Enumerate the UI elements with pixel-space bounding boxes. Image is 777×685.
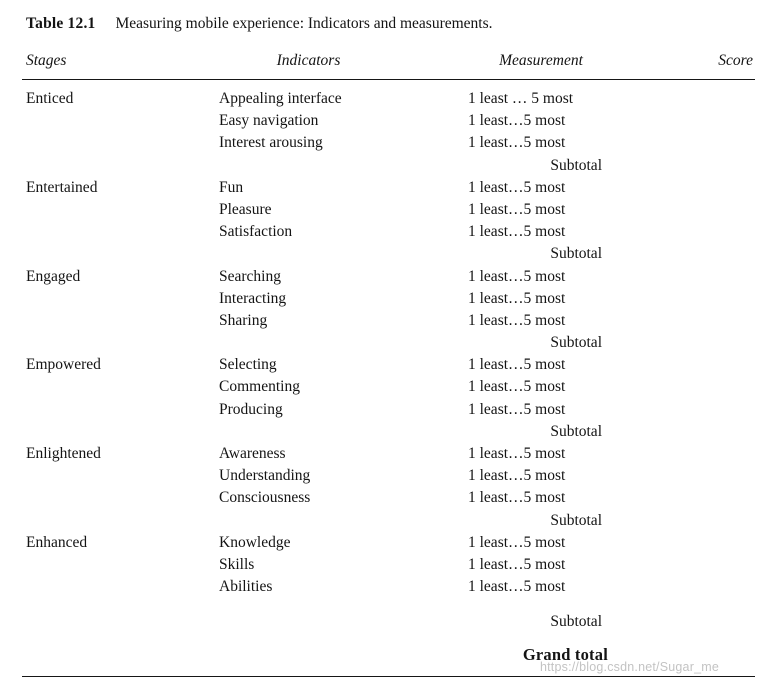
indicator-row [22, 131, 755, 153]
indicator-cell: Knowledge [219, 533, 291, 551]
measurement-cell: 1 least…5 most [468, 223, 566, 241]
header-indicators: Indicators [219, 44, 468, 80]
indicator-row [22, 375, 755, 397]
stage-cell [22, 153, 219, 175]
indicator-cell: Sharing [219, 311, 268, 329]
indicator-row [22, 353, 755, 375]
table-header-row [22, 44, 755, 80]
score-cell [614, 309, 755, 331]
measurement-cell: 1 least…5 most [468, 311, 566, 329]
indicator-cell: Producing [219, 400, 283, 418]
subtotal-row [22, 242, 755, 264]
indicator-row [22, 531, 755, 553]
subtotal-row [22, 420, 755, 442]
score-cell [614, 442, 755, 464]
score-cell [614, 420, 755, 442]
subtotal-label: Subtotal [550, 245, 602, 263]
measurement-cell: 1 least…5 most [468, 578, 566, 596]
subtotal-row [22, 331, 755, 353]
measurement-cell: 1 least…5 most [468, 555, 566, 573]
measurement-cell: 1 least…5 most [468, 378, 566, 396]
indicator-row [22, 176, 755, 198]
indicator-cell [219, 153, 468, 175]
indicator-cell: Interest arousing [219, 134, 323, 152]
stage-cell [22, 575, 219, 597]
stage-cell: Enticed [26, 90, 74, 107]
measurement-cell: 1 least…5 most [468, 489, 566, 507]
indicator-cell [219, 508, 468, 530]
measurement-cell: 1 least…5 most [468, 200, 566, 218]
indicator-cell: Satisfaction [219, 223, 293, 241]
table-caption [22, 12, 755, 44]
subtotal-row [22, 508, 755, 530]
indicator-row [22, 264, 755, 286]
indicator-cell: Consciousness [219, 489, 311, 507]
measurement-cell: 1 least…5 most [468, 178, 566, 196]
stage-cell [22, 375, 219, 397]
indicator-row [22, 442, 755, 464]
measurement-cell: 1 least…5 most [468, 356, 566, 374]
indicator-cell: Fun [219, 178, 244, 196]
indicator-row [22, 80, 755, 110]
stage-cell: Enhanced [26, 533, 88, 551]
score-cell [614, 553, 755, 575]
stage-cell [22, 198, 219, 220]
subtotal-row [22, 597, 755, 632]
grand-total-row [22, 632, 755, 665]
measurement-cell: 1 least…5 most [468, 112, 566, 130]
indicator-cell [219, 632, 468, 665]
indicator-cell: Commenting [219, 378, 300, 396]
score-cell [614, 109, 755, 131]
stage-cell [22, 632, 219, 665]
stage-cell [22, 287, 219, 309]
score-cell [614, 508, 755, 530]
score-cell [614, 375, 755, 397]
indicator-cell: Selecting [219, 356, 277, 374]
indicator-cell: Searching [219, 267, 281, 285]
measurement-cell: 1 least…5 most [468, 445, 566, 462]
table-caption-label: Table 12.1 [26, 15, 96, 32]
score-cell [614, 464, 755, 486]
score-cell [614, 176, 755, 198]
indicator-cell: Awareness [219, 445, 286, 462]
indicator-cell: Appealing interface [219, 90, 342, 107]
measurement-cell: 1 least…5 most [468, 467, 566, 485]
measurement-cell: 1 least … 5 most [468, 90, 574, 107]
indicator-row [22, 220, 755, 242]
subtotal-label: Subtotal [550, 422, 602, 440]
score-cell [614, 331, 755, 353]
measurement-cell: 1 least…5 most [468, 533, 566, 551]
subtotal-label: Subtotal [550, 613, 602, 631]
score-cell [614, 575, 755, 597]
stage-cell [22, 109, 219, 131]
table-head [22, 44, 755, 80]
score-cell [614, 131, 755, 153]
stage-cell [22, 220, 219, 242]
indicator-cell: Interacting [219, 289, 287, 307]
measurement-cell: 1 least…5 most [468, 134, 566, 152]
indicator-cell [219, 331, 468, 353]
indicator-row [22, 198, 755, 220]
score-cell [614, 531, 755, 553]
stage-cell [22, 420, 219, 442]
stage-cell [22, 309, 219, 331]
indicator-row [22, 287, 755, 309]
score-cell [614, 153, 755, 175]
header-measurement: Measurement [468, 44, 614, 80]
score-cell [614, 353, 755, 375]
score-cell [614, 597, 755, 632]
score-cell [614, 80, 755, 110]
table-caption-text: Measuring mobile experience: Indicators and measurements. [115, 15, 493, 32]
score-cell [614, 632, 755, 665]
indicator-row [22, 486, 755, 508]
indicator-row [22, 553, 755, 575]
score-cell [614, 397, 755, 419]
measurement-table [22, 44, 755, 665]
indicator-row [22, 575, 755, 597]
indicator-cell [219, 242, 468, 264]
stage-cell [22, 464, 219, 486]
indicator-cell: Understanding [219, 467, 311, 485]
stage-cell [22, 486, 219, 508]
table-body [22, 80, 755, 666]
indicator-cell: Skills [219, 555, 255, 573]
measurement-cell: 1 least…5 most [468, 400, 566, 418]
indicator-row [22, 464, 755, 486]
bottom-rule [22, 676, 755, 677]
indicator-row [22, 397, 755, 419]
score-cell [614, 264, 755, 286]
indicator-cell: Pleasure [219, 200, 272, 218]
header-score: Score [614, 44, 755, 80]
subtotal-row [22, 153, 755, 175]
stage-cell [22, 553, 219, 575]
stage-cell [22, 397, 219, 419]
stage-cell [22, 242, 219, 264]
indicator-row [22, 309, 755, 331]
watermark-text: https://blog.csdn.net/Sugar_me [539, 660, 719, 674]
stage-cell: Empowered [26, 356, 101, 374]
grand-total-label: Grand total [522, 645, 608, 665]
stage-cell: Entertained [26, 178, 98, 196]
indicator-cell: Easy navigation [219, 112, 319, 130]
measurement-cell: 1 least…5 most [468, 289, 566, 307]
stage-cell: Engaged [26, 267, 81, 285]
score-cell [614, 486, 755, 508]
score-cell [614, 242, 755, 264]
indicator-cell: Abilities [219, 578, 273, 596]
score-cell [614, 198, 755, 220]
measurement-cell: 1 least…5 most [468, 267, 566, 285]
stage-cell [22, 331, 219, 353]
score-cell [614, 220, 755, 242]
subtotal-label: Subtotal [550, 156, 602, 174]
stage-cell [22, 508, 219, 530]
subtotal-label: Subtotal [550, 511, 602, 529]
indicator-cell [219, 420, 468, 442]
indicator-row [22, 109, 755, 131]
score-cell [614, 287, 755, 309]
subtotal-label: Subtotal [550, 334, 602, 352]
stage-cell [22, 597, 219, 632]
indicator-cell [219, 597, 468, 632]
stage-cell: Enlightened [26, 445, 101, 462]
header-stages: Stages [22, 44, 219, 80]
stage-cell [22, 131, 219, 153]
